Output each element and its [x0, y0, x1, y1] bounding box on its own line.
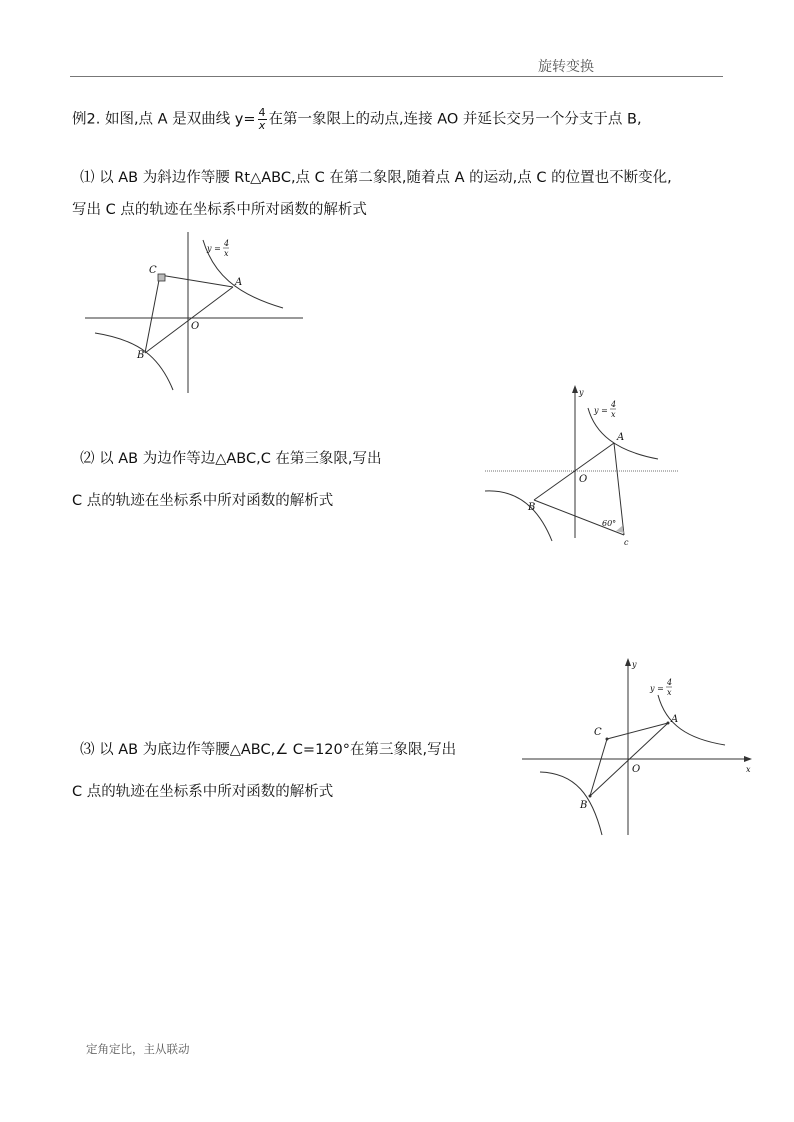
fig1-label-A: A [235, 277, 243, 288]
fig2-label-O: O [579, 474, 588, 485]
fig1-segment-CA [160, 275, 233, 287]
figure-2 [480, 383, 685, 548]
fig3-curve-upper [658, 695, 725, 745]
fig1-label-O: O [191, 321, 200, 332]
fig2-label-A: A [617, 432, 625, 443]
fig2-curve-den: x [611, 410, 616, 419]
fig2-label-B: B [528, 502, 536, 513]
fig1-label-B: B [137, 350, 145, 361]
fig3-x-arrow [744, 756, 752, 762]
fig1-label-C: C [149, 265, 157, 276]
intro-fraction-denominator: x [258, 119, 266, 132]
intro-suffix: 在第一象限上的动点,连接 AO 并延长交另一个分支于点 B, [268, 111, 642, 128]
fig2-curve-num: 4 [611, 400, 617, 409]
fig3-curve-num: 4 [667, 678, 673, 687]
fig3-label-A: A [671, 714, 679, 725]
fig1-curve-label: y = [207, 244, 221, 253]
header-title: 旋转变换 [538, 59, 594, 75]
intro-fraction-numerator: 4 [258, 106, 266, 119]
fig1-segment-CB [145, 275, 160, 353]
fig1-curve-den: x [224, 249, 229, 258]
fig1-right-angle-mark [158, 274, 165, 281]
footer-note: 定角定比，主从联动 [86, 1042, 190, 1056]
fig2-segment-BC [534, 500, 624, 535]
intro-fraction [258, 107, 267, 132]
part1-line1: ⑴ 以 AB 为斜边作等腰 Rt△ABC,点 C 在第二象限,随着点 A 的运动,点 C 的位置也不断变化, [80, 170, 672, 186]
fig3-curve-lower [540, 772, 602, 835]
fig1-curve-num: 4 [224, 239, 230, 248]
fig3-curve-den: x [667, 688, 672, 697]
fig2-label-c: c [624, 538, 629, 547]
fig3-label-C: C [594, 727, 602, 738]
fig3-point-C [606, 738, 609, 741]
intro-prefix: 例2. 如图,点 A 是双曲线 y= [72, 111, 256, 128]
part1-line2: 写出 C 点的轨迹在坐标系中所对函数的解析式 [72, 202, 367, 218]
part3-line1: ⑶ 以 AB 为底边作等腰△ABC,∠ C=120°在第三象限,写出 [80, 742, 457, 758]
part2-line2: C 点的轨迹在坐标系中所对函数的解析式 [72, 493, 334, 509]
header-divider [70, 76, 723, 77]
fig3-label-B: B [580, 800, 588, 811]
fig3-label-x: x [746, 765, 751, 774]
fig1-segment-AB [145, 287, 233, 353]
fig2-label-y: y [579, 388, 584, 397]
fig2-segment-AB [534, 443, 614, 500]
fig3-curve-label: y = [650, 684, 664, 693]
figure-3 [520, 655, 760, 845]
fig3-label-O: O [632, 764, 641, 775]
figure-1 [85, 228, 310, 398]
fig3-point-A [667, 722, 670, 725]
fig3-y-arrow [625, 658, 631, 666]
fig2-y-arrow [572, 385, 578, 393]
fig3-point-B [589, 795, 592, 798]
part3-line2: C 点的轨迹在坐标系中所对函数的解析式 [72, 784, 334, 800]
fig2-angle-label: 60° [602, 519, 617, 528]
problem-intro [72, 107, 642, 132]
part2-line1: ⑵ 以 AB 为边作等边△ABC,C 在第三象限,写出 [80, 451, 382, 467]
fig2-curve-lower [485, 491, 552, 541]
fig1-curve-lower [95, 333, 173, 390]
fig2-curve-label: y = [594, 406, 608, 415]
fig3-label-y: y [632, 660, 637, 669]
